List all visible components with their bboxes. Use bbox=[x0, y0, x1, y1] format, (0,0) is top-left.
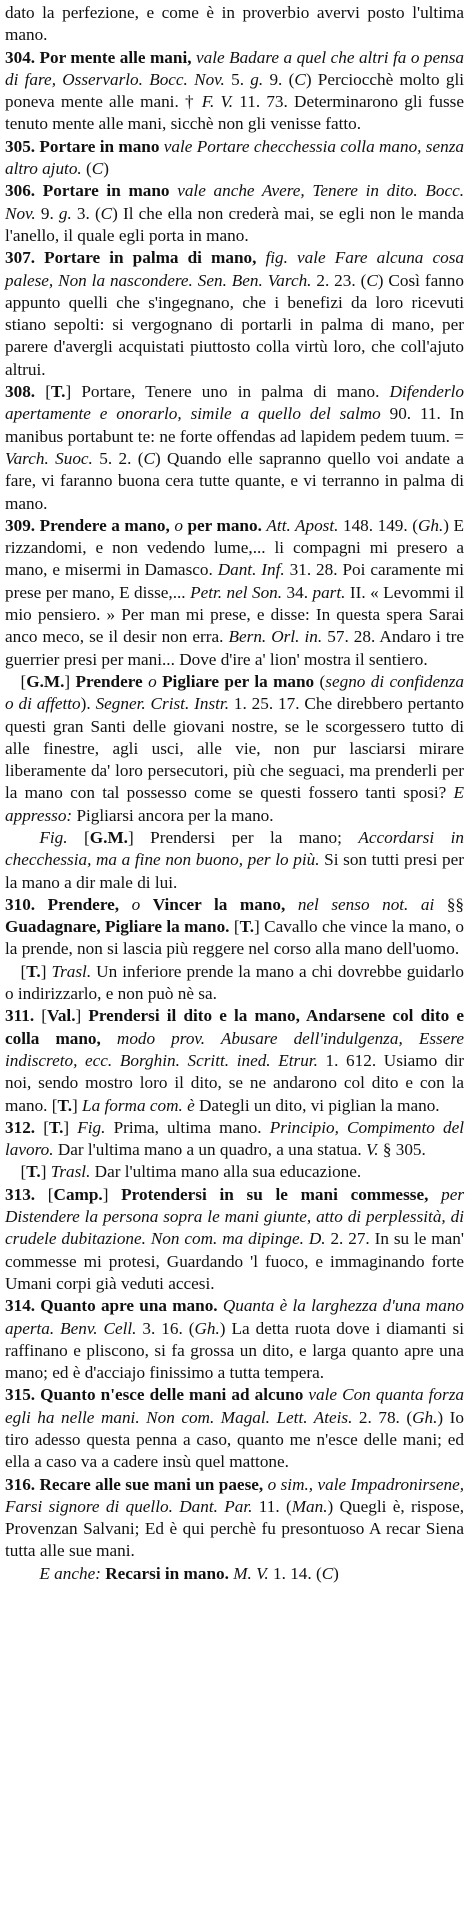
dictionary-entry: 307. Portare in palma di mano, fig. vale Fare alcuna cosa palese, Non la nascondere. Sen. Ben. Varch. 2. 23. (C) Così fanno appunto quelli che s'ingegnano, che i benefizi da loro ricevuti stiano sepolti: si vergognano di portarli in palma di mano, per parere d'avergli acquistati piuttosto colla virtù loro, che coll'ajuto altrui. bbox=[5, 248, 464, 379]
dictionary-entry: 306. Portare in mano vale anche Avere, Tenere in dito. Bocc. Nov. 9. g. 3. (C) Il che ella non crederà mai, se egli non le manda l'anello, il quale egli porta in mano. bbox=[5, 181, 464, 245]
dictionary-entry: 304. Por mente alle mani, vale Badare a quel che altri fa o pensa di fare, Osservarlo. Bocc. Nov. 5. g. 9. (C) Perciocchè molto gli poneva mente alle mani. † F. V. 11. 73. Determinarono gli fusse tenuto mente alle mani, sicchè non gli venisse fatto. bbox=[5, 47, 465, 134]
dictionary-entry: 309. Prendere a mano, o per mano. Att. Apost. 148. 149. (Gh.) E rizzandomi, e non vedendo lume,... li compagni mi presero a mano, e misermi in Damasco. Dant. Inf. 31. 28. Poi caramente mi prese per mano, E disse,... Petr. nel Son. 34. part. II. « Levommi il mio pensiero. » Per man mi prese, e disse: In questa spera Sarai anco meco, se il desir non erra. Bern. Orl. in. 57. 28. Andaro i tre guerrier presi per mani... Dove d'ire a' lion' mostra il sentiero. bbox=[5, 515, 465, 669]
dictionary-entry: [T.] Trasl. Un inferiore prende la mano a chi dovrebbe guidarlo o indirizzarlo, e non può nè sa. bbox=[5, 961, 464, 1004]
dictionary-entry: [G.M.] Prendere o Pigliare per la mano (segno di confidenza o di affetto). Segner. Crist. Instr. 1. 25. 17. Che direbbero pertanto questi gran Santi delle giovani nostre, se le scorgessero tutto di alle finestre, agli usci, alle vie, non pur lasciarsi mirare liberamente da' loro persecutori, più che seguaci, ma prenderli per la mano con tal possesso come se questi fossero tanti sposi? E appresso: Pigliarsi ancora per la mano. bbox=[5, 671, 465, 825]
dictionary-entry: 315. Quanto n'esce delle mani ad alcuno vale Con quanta forza egli ha nelle mani. Non com. Magal. Lett. Ateis. 2. 78. (Gh.) Io tiro adesso questa penna a caso, quanto me n'esce delle mani; ed ella a caso va a cadere insù quel mattone. bbox=[5, 1385, 464, 1472]
dictionary-entry: [T.] Trasl. Dar l'ultima mano alla sua educazione. bbox=[20, 1162, 362, 1182]
dictionary-entry: 305. Portare in mano vale Portare checchessia colla mano, senza altro ajuto. (C) bbox=[5, 136, 464, 179]
dictionary-entry: E anche: Recarsi in mano. M. V. 1. 14. (C) bbox=[39, 1563, 339, 1583]
dictionary-entry: Fig. [G.M.] Prendersi per la mano; Accordarsi in checchessia, ma a fine non buono, per lo più. Si son tutti presi per la mano a dir male di lui. bbox=[5, 827, 464, 892]
dictionary-entry: dato la perfezione, e come è in proverbio avervi posto l'ultima mano. bbox=[5, 3, 464, 45]
dictionary-entry: 310. Prendere, o Vincer la mano, nel senso not. ai §§ Guadagnare, Pigliare la mano. [T.] Cavallo che vince la mano, o la prende, non si lascia più reggere nel corso alla mano dell'uomo. bbox=[5, 894, 465, 959]
dictionary-entry: 312. [T.] Fig. Prima, ultima mano. Principio, Compimento del lavoro. Dar l'ultima mano a un quadro, a una statua. V. § 305. bbox=[5, 1117, 465, 1160]
dictionary-entry: 313. [Camp.] Protendersi in su le mani commesse, per Distendere la persona sopra le mani giunte, atto di perplessità, di crudele dubitazione. Non com. ma dipinge. D. 2. 27. In su le man' commesse mi protesi, Guardando 'l fuoco, e immaginando forte Umani corpi già veduti accesi. bbox=[5, 1184, 465, 1293]
dictionary-entry: 314. Quanto apre una mano. Quanta è la larghezza d'una mano aperta. Benv. Cell. 3. 16. (Gh.) La detta ruota dove i diamanti si raffinano e pliscono, si fa grossa un dito, e larga quanto apre una mano; ed è d'acciajo finissimo a tutta tempera. bbox=[5, 1296, 465, 1383]
dictionary-entry: 308. [T.] Portare, Tenere uno in palma di mano. Difenderlo apertamente e onorarlo, simile a quello del salmo 90. 11. In manibus portabunt te: ne forte offendas ad lapidem pedem tuum. = Varch. Suoc. 5. 2. (C) Quando elle sapranno quello voi andate a fare, vi faranno buona cera tutte quante, e vi terranno in palma di mano. bbox=[5, 382, 464, 513]
dictionary-entry: 316. Recare alle sue mani un paese, o sim., vale Impadronirsene, Farsi signore di quello. Dant. Par. 11. (Man.) Quegli è, rispose, Provenzan Salvani; Ed è qui perchè fu presontuoso A recar Siena tutta alle sue mani. bbox=[5, 1474, 464, 1561]
dictionary-entry: 311. [Val.] Prendersi il dito e la mano, Andarsene col dito e colla mano, modo prov. Abusare dell'indulgenza, Essere indiscreto, ecc. Borghin. Scritt. ined. Etrur. 1. 612. Usiamo dir noi, sendo mostro loro il dito, se ne andarono col dito e con la mano. [T.] La forma com. è Dategli un dito, vi piglian la mano. bbox=[5, 1006, 465, 1115]
